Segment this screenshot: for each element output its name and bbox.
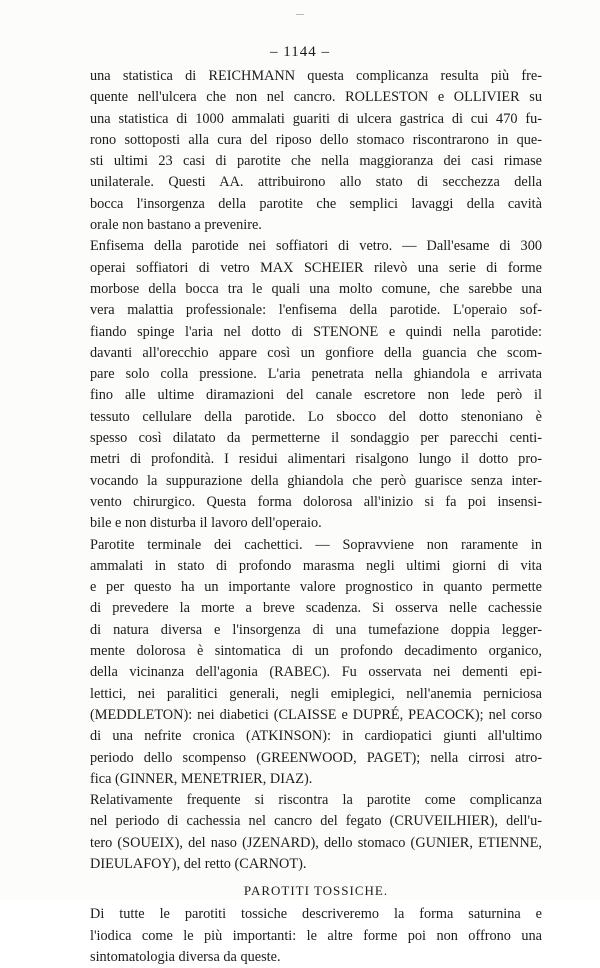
text-line: pare solo colla pressione. L'aria penetrata nella ghiandola e arrivata	[90, 366, 542, 383]
page-mark	[296, 14, 304, 15]
text-line: Relativamente frequente si riscontra la parotite come complicanza	[90, 792, 542, 809]
text-line: rono sottoposti alla cura del riposo dello stomaco riscontrarono in que-	[90, 131, 542, 148]
paragraph-enfisema	[90, 236, 542, 534]
text-line: vera malattia professionale: l'enfisema della parotide. L'operaio sof-	[90, 302, 542, 319]
text-line: morbose della bocca tra le quali una molto comune, che sarebbe una	[90, 280, 542, 297]
text-line: fiando spinge l'aria nel dotto di STENONE e quindi nella parotide:	[90, 323, 542, 340]
text-line: DIEULAFOY), del retto (CARNOT).	[90, 855, 307, 872]
text-line: lettici, nei paralitici generali, negli emiplegici, nell'anemia perniciosa	[90, 685, 542, 702]
page-number: – 1144 –	[270, 44, 330, 60]
paragraph-ulcer	[90, 66, 542, 236]
text-line: fino alle ultime diramazioni del canale escretore non lede però il	[90, 387, 542, 404]
text-line: ammalati in stato di profondo marasma negli ultimi giorni di vita	[90, 557, 542, 574]
text-line: quente nell'ulcera che non nel cancro. ROLLESTON e OLLIVIER su	[90, 89, 542, 106]
text-line: bile e non disturba il lavoro dell'operaio.	[90, 515, 322, 532]
text-line: (MEDDLETON): nei diabetici (CLAISSE e DUPRÉ, PEACOCK); nel corso	[90, 706, 542, 723]
text-line: bocca l'insorgenza della parotite che semplici lavaggi della cavità	[90, 195, 542, 212]
text-line: operai soffiatori di vetro MAX SCHEIER rilevò una serie di forme	[90, 259, 542, 276]
text-line: di prevedere la morte a breve scadenza. Si osserva nelle cachessie	[90, 600, 542, 617]
text-line: e per questo ha un importante valore prognostico in quanto permette	[90, 579, 542, 596]
text-line: l'iodica come le più importanti: le altre forme poi non offrono una	[90, 927, 542, 944]
text-line: della vicinanza dell'agonia (RABEC). Fu osservata nei dementi epi-	[90, 664, 542, 681]
paragraph-tossiche	[90, 904, 542, 968]
text-line: Di tutte le parotiti tossiche descriveremo la forma saturnina e	[90, 906, 542, 923]
text-line: di una nefrite cronica (ATKINSON): in cardiopatici giunti all'ultimo	[90, 728, 542, 745]
body-text	[90, 66, 542, 968]
text-line: unilaterale. Questi AA. attribuirono allo stato di secchezza della	[90, 174, 542, 191]
text-line: tessuto cellulare della parotide. Lo sbocco del dotto stenoniano è	[90, 408, 542, 425]
text-line: orale non bastano a prevenire.	[90, 217, 262, 234]
text-line: Parotite terminale dei cachettici. — Sopravviene non raramente in	[90, 536, 542, 553]
text-line: mente dolorosa è sintomatica di un profondo decadimento organico,	[90, 643, 542, 660]
text-line: davanti all'orecchio appare così un gonfiore della guancia che scom-	[90, 344, 542, 361]
text-line: sti ultimi 23 casi di parotite che nella maggioranza dei casi rimase	[90, 153, 542, 170]
text-line: di natura diversa e l'insorgenza di una tumefazione doppia legger-	[90, 621, 542, 638]
text-line: una statistica di 1000 ammalati guariti di ulcera gastrica di cui 470 fu-	[90, 110, 542, 127]
text-line: una statistica di REICHMANN questa complicanza resulta più fre-	[90, 68, 542, 84]
text-line: spesso così dilatato da permetterne il sondaggio per parecchi centi-	[90, 430, 542, 447]
text-line: vento chirurgico. Questa forma dolorosa all'inizio si fa poi insensi-	[90, 493, 542, 510]
text-line: vocando la suppurazione della ghiandola che però guarisce senza inter-	[90, 472, 542, 489]
text-line: metri di profondità. I residui alimentari risalgono lungo il dotto pro-	[90, 451, 542, 468]
text-line: sintomatologia diversa da queste.	[90, 948, 281, 965]
section-heading: PAROTITI TOSSICHE.	[243, 883, 389, 899]
text-line: nel periodo di cachessia nel cancro del fegato (CRUVEILHIER), dell'u-	[90, 813, 542, 830]
text-line: tero (SOUEIX), del naso (JZENARD), dello stomaco (GUNIER, ETIENNE,	[90, 834, 542, 851]
text-line: periodo dello scompenso (GREENWOOD, PAGET); nella cirrosi atro-	[90, 749, 542, 766]
paragraph-cachettici	[90, 535, 542, 791]
text-line: Enfisema della parotide nei soffiatori di vetro. — Dall'esame di 300	[90, 238, 542, 255]
paragraph-cachessia	[90, 790, 542, 875]
text-line: fica (GINNER, MENETRIER, DIAZ).	[90, 770, 313, 787]
